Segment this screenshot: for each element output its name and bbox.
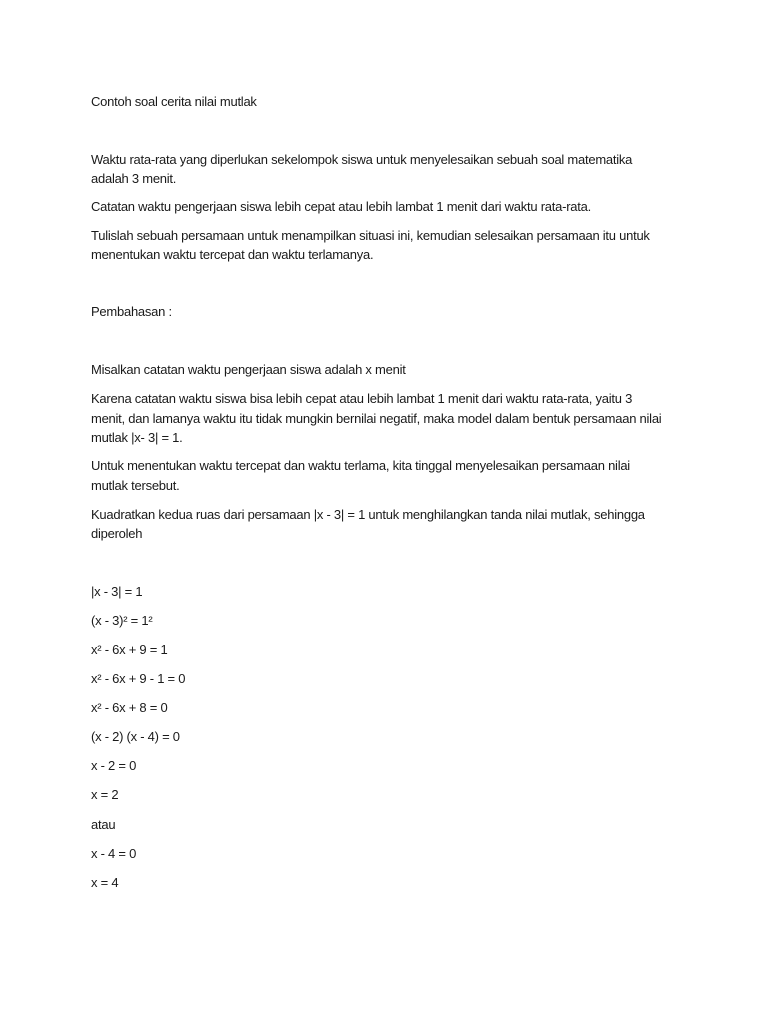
discussion-heading: Pembahasan : [91,304,172,319]
problem-paragraph-1-line-2: adalah 3 menit. [91,171,177,186]
discussion-paragraph-2-line-2: menit, dan lamanya waktu itu tidak mungkin bernilai negatif, maka model dalam bentuk persamaan nilai [91,411,662,426]
equation-step: atau [91,817,116,832]
discussion-paragraph-1: Misalkan catatan waktu pengerjaan siswa adalah x menit [91,362,406,377]
equation-step: x² - 6x + 9 - 1 = 0 [91,671,186,686]
discussion-paragraph-3-line-2: mutlak tersebut. [91,478,180,493]
equation-step: x = 4 [91,875,119,890]
discussion-paragraph-2-line-3: mutlak |x- 3| = 1. [91,430,183,445]
equation-step: |x - 3| = 1 [91,584,143,599]
discussion-paragraph-3-line-1: Untuk menentukan waktu tercepat dan waktu terlama, kita tinggal menyelesaikan persamaan nilai [91,458,630,473]
equation-step: x - 2 = 0 [91,758,137,773]
discussion-paragraph-4-line-1: Kuadratkan kedua ruas dari persamaan |x - 3| = 1 untuk menghilangkan tanda nilai mutlak, sehingga [91,507,645,522]
problem-paragraph-1-line-1: Waktu rata-rata yang diperlukan sekelompok siswa untuk menyelesaikan sebuah soal matematika [91,152,633,167]
equation-step: x² - 6x + 8 = 0 [91,700,168,715]
equation-step: (x - 3)² = 1² [91,613,153,628]
equation-step: x² - 6x + 9 = 1 [91,642,168,657]
problem-paragraph-2: Catatan waktu pengerjaan siswa lebih cepat atau lebih lambat 1 menit dari waktu rata-rata. [91,199,591,214]
discussion-paragraph-2-line-1: Karena catatan waktu siswa bisa lebih cepat atau lebih lambat 1 menit dari waktu rata-rata, yaitu 3 [91,391,633,406]
problem-paragraph-3-line-1: Tulislah sebuah persamaan untuk menampilkan situasi ini, kemudian selesaikan persamaan itu untuk [91,228,650,243]
discussion-paragraph-4-line-2: diperoleh [91,526,143,541]
equation-step: (x - 2) (x - 4) = 0 [91,729,180,744]
document-title: Contoh soal cerita nilai mutlak [91,94,257,109]
equation-step: x - 4 = 0 [91,846,137,861]
equation-step: x = 2 [91,787,119,802]
problem-paragraph-3-line-2: menentukan waktu tercepat dan waktu terlamanya. [91,247,374,262]
